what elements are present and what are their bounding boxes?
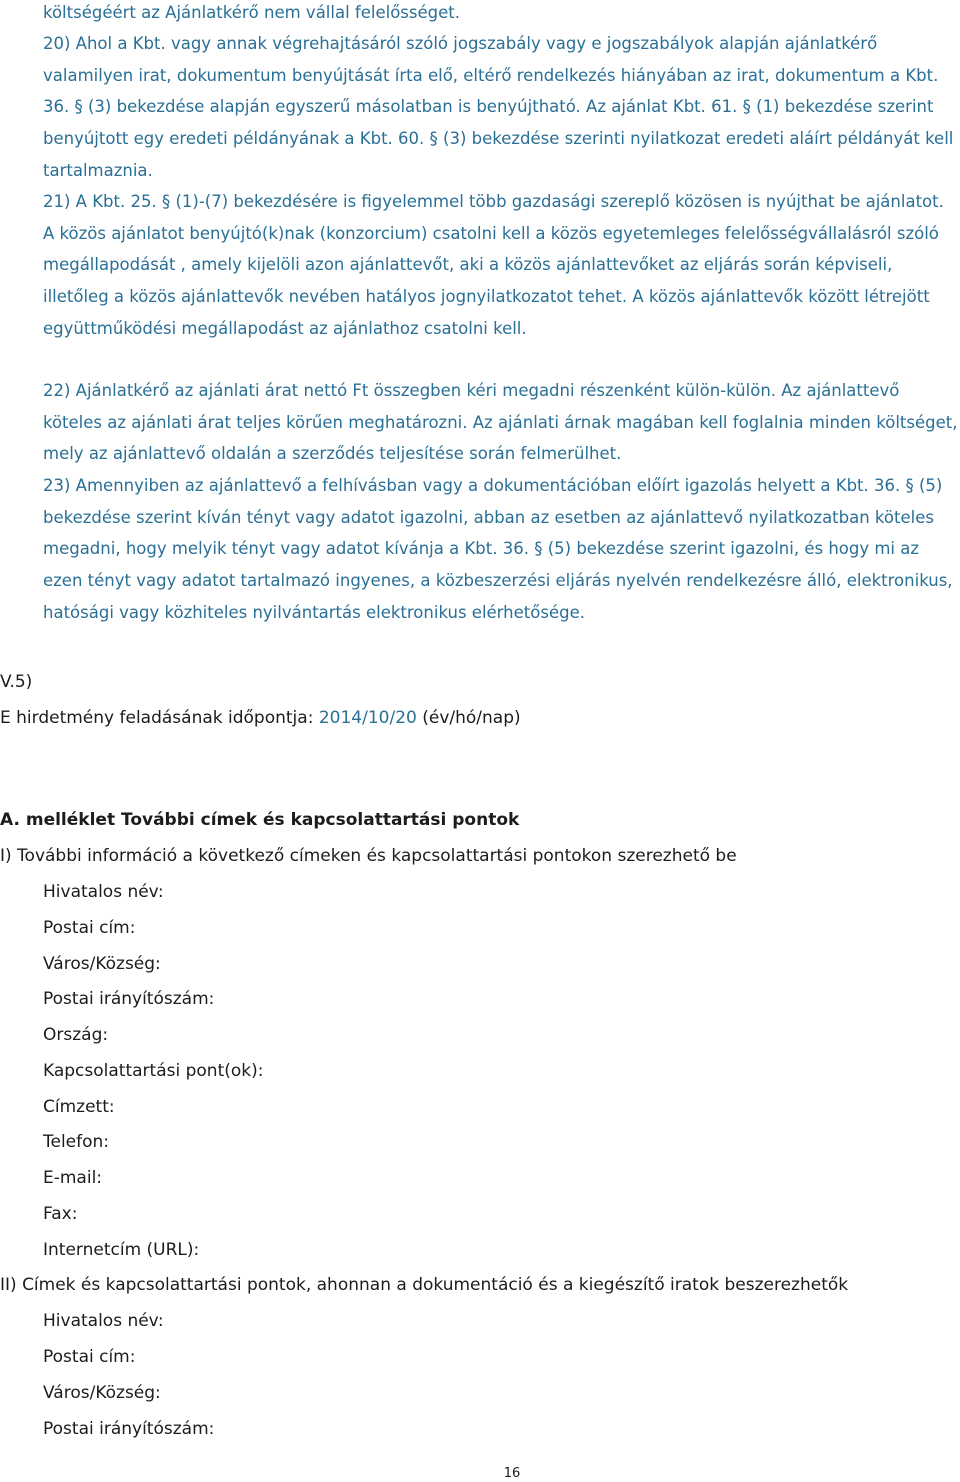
s2-field-town: Város/Község: (43, 1383, 161, 1403)
section-v5-label: V.5) (0, 672, 33, 692)
item-21: 21) A Kbt. 25. § (1)-(7) bekezdésére is figyelemmel több gazdasági szereplő közösen is nyújthat be ajánlatot. A közös ajánlatot benyújtó(k)nak (konzorcium) csatolni kell a közös egyetemleges felelősségvállalásról szóló megállapodását , amely kijelöli azon ajánlattevőt, aki a közös ajánlattevőket az eljárás során képviseli, illetőleg a közös ajánlattevők nevében hatályos jognyilatkozatot tehet. A közös ajánlattevők között létrejött együttműködési megállapodást az ajánlathoz csatolni kell. (43, 192, 944, 338)
s1-field-telephone: Telefon: (43, 1132, 110, 1152)
s2-field-postal-address: Postai cím: (43, 1347, 136, 1367)
s1-field-town: Város/Község: (43, 954, 161, 974)
annex-title: A. melléklet További címek és kapcsolattartási pontok (0, 810, 520, 830)
page-number: 16 (503, 1466, 521, 1481)
continuation-line: költségéért az Ajánlatkérő nem vállal felelősséget. (43, 3, 460, 22)
annex-section2-heading: II) Címek és kapcsolattartási pontok, ahonnan a dokumentáció és a kiegészítő iratok beszerezhetők (0, 1275, 849, 1295)
s1-field-fax: Fax: (43, 1204, 78, 1224)
s1-field-postal-code: Postai irányítószám: (43, 989, 215, 1009)
s1-field-contact-points: Kapcsolattartási pont(ok): (43, 1061, 264, 1081)
notice-date-format: (év/hó/nap) (416, 708, 521, 728)
s1-field-email: E-mail: (43, 1168, 103, 1188)
s1-field-attention: Címzett: (43, 1097, 115, 1117)
s1-field-url: Internetcím (URL): (43, 1240, 200, 1260)
s1-field-official-name: Hivatalos név: (43, 882, 164, 902)
s1-field-country: Ország: (43, 1025, 109, 1045)
annex-section1-heading: I) További információ a következő címeken és kapcsolattartási pontokon szerezhető be (0, 846, 737, 866)
item-22: 22) Ajánlatkérő az ajánlati árat nettó Ft összegben kéri megadni részenként külön-külön. Az ajánlattevő köteles az ajánlati árat teljes körűen meghatározni. Az ajánlati árnak magában kell foglalnia minden költséget, mely az ajánlattevő oldalán a szerződés teljesítése során felmerülhet. (43, 381, 958, 464)
notice-date-value: 2014/10/20 (318, 708, 417, 728)
item-23: 23) Amennyiben az ajánlattevő a felhívásban vagy a dokumentációban előírt igazolás helyett a Kbt. 36. § (5) bekezdése szerint kíván tényt vagy adatot igazolni, abban az esetben az ajánlattevő nyilatkozatban köteles megadni, hogy melyik tényt vagy adatot kívánja a Kbt. 36. § (5) bekezdése szerint igazolni, és hogy mi az ezen tényt vagy adatot tartalmazó ingyenes, a közbeszerzési eljárás nyelvén rendelkezésre álló, elektronikus, hatósági vagy közhiteles nyilvántartás elektronikus elérhetősége. (43, 476, 953, 622)
notice-date-line (0, 707, 521, 729)
notice-date-label: E hirdetmény feladásának időpontja: (0, 708, 319, 728)
s1-field-postal-address: Postai cím: (43, 918, 136, 938)
s2-field-postal-code: Postai irányítószám: (43, 1419, 215, 1439)
item-20: 20) Ahol a Kbt. vagy annak végrehajtásáról szóló jogszabály vagy e jogszabályok alapján ajánlatkérő valamilyen irat, dokumentum benyújtását írta elő, eltérő rendelkezés hiányában az irat, dokumentum a Kbt. 36. § (3) bekezdése alapján egyszerű másolatban is benyújtható. Az ajánlat Kbt. 61. § (1) bekezdése szerint benyújtott egy eredeti példányának a Kbt. 60. § (3) bekezdése szerinti nyilatkozat eredeti aláírt példányát kell tartalmaznia. (43, 34, 954, 180)
s2-field-official-name: Hivatalos név: (43, 1311, 164, 1331)
